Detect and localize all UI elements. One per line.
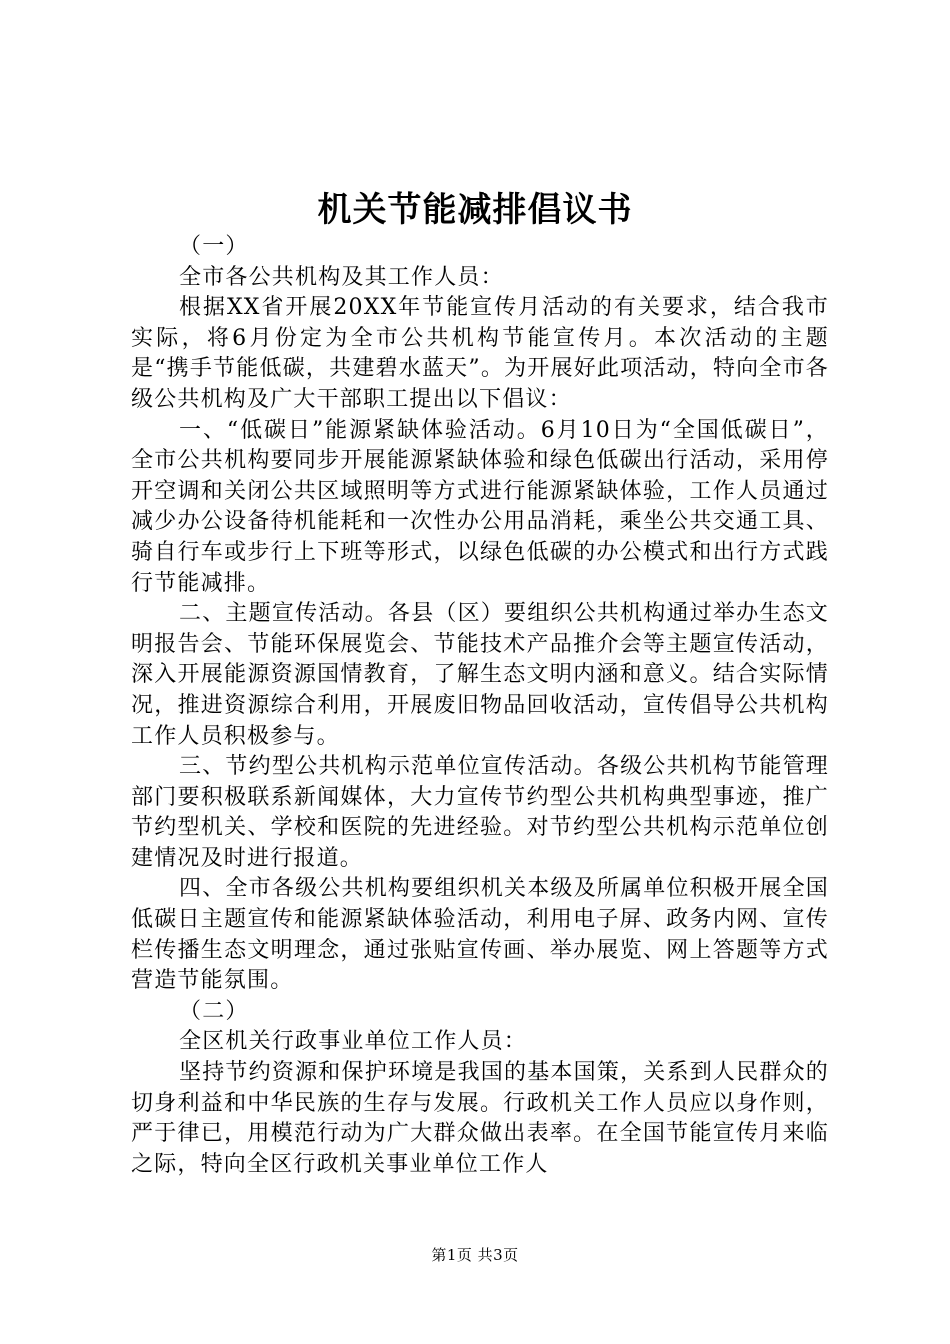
section-heading-1: （一）: [179, 234, 249, 259]
paragraph-item-3: 三、节约型公共机构示范单位宣传活动。各级公共机构节能管理部门要积极联系新闻媒体，大力宣传节约型公共机构典型事迹，推广节约型机关、学校和医院的先进经验。对节约型公共机构示范单位创建情况及时进行报道。: [131, 754, 829, 871]
salutation-2: 全区机关行政事业单位工作人员：: [179, 1029, 528, 1055]
paragraph-intro: 根据XX省开展20XX年节能宣传月活动的有关要求，结合我市实际，将6月份定为全市公共机构节能宣传月。本次活动的主题是“携手节能低碳，共建碧水蓝天”。为开展好此项活动，特向全市各级公共机构及广大干部职工提出以下倡议：: [131, 295, 829, 412]
paragraph-item-4: 四、全市各级公共机构要组织机关本级及所属单位积极开展全国低碳日主题宣传和能源紧缺体验活动，利用电子屏、政务内网、宣传栏传播生态文明理念，通过张贴宣传画、举办展览、网上答题等方式营造节能氛围。: [131, 876, 829, 994]
page-number-footer: 第1页 共3页: [431, 1246, 519, 1264]
paragraph-item-1: 一、“低碳日”能源紧缺体验活动。6月10日为“全国低碳日”，全市公共机构要同步开展能源紧缺体验和绿色低碳出行活动，采用停开空调和关闭公共区域照明等方式进行能源紧缺体验，工作人员通过减少办公设备待机能耗和一次性办公用品消耗，乘坐公共交通工具、骑自行车或步行上下班等形式，以绿色低碳的办公模式和出行方式践行节能减排。: [131, 417, 829, 596]
document-body: [131, 232, 829, 1180]
section-heading-2: （二）: [179, 998, 249, 1024]
paragraph-section-2: 坚持节约资源和保护环境是我国的基本国策，关系到人民群众的切身利益和中华民族的生存与发展。行政机关工作人员应以身作则，严于律已，用模范行动为广大群众做出表率。在全国节能宣传月来临之际，特向全区行政机关事业单位工作人: [131, 1060, 829, 1177]
salutation-1: 全市各公共机构及其工作人员：: [179, 264, 504, 290]
document-title: 机关节能减排倡议书: [317, 190, 633, 230]
paragraph-item-2: 二、主题宣传活动。各县（区）要组织公共机构通过举办生态文明报告会、节能环保展览会、节能技术产品推介会等主题宣传活动，深入开展能源资源国情教育，了解生态文明内涵和意义。结合实际情况，推进资源综合利用，开展废旧物品回收活动，宣传倡导公共机构工作人员积极参与。: [131, 601, 829, 749]
